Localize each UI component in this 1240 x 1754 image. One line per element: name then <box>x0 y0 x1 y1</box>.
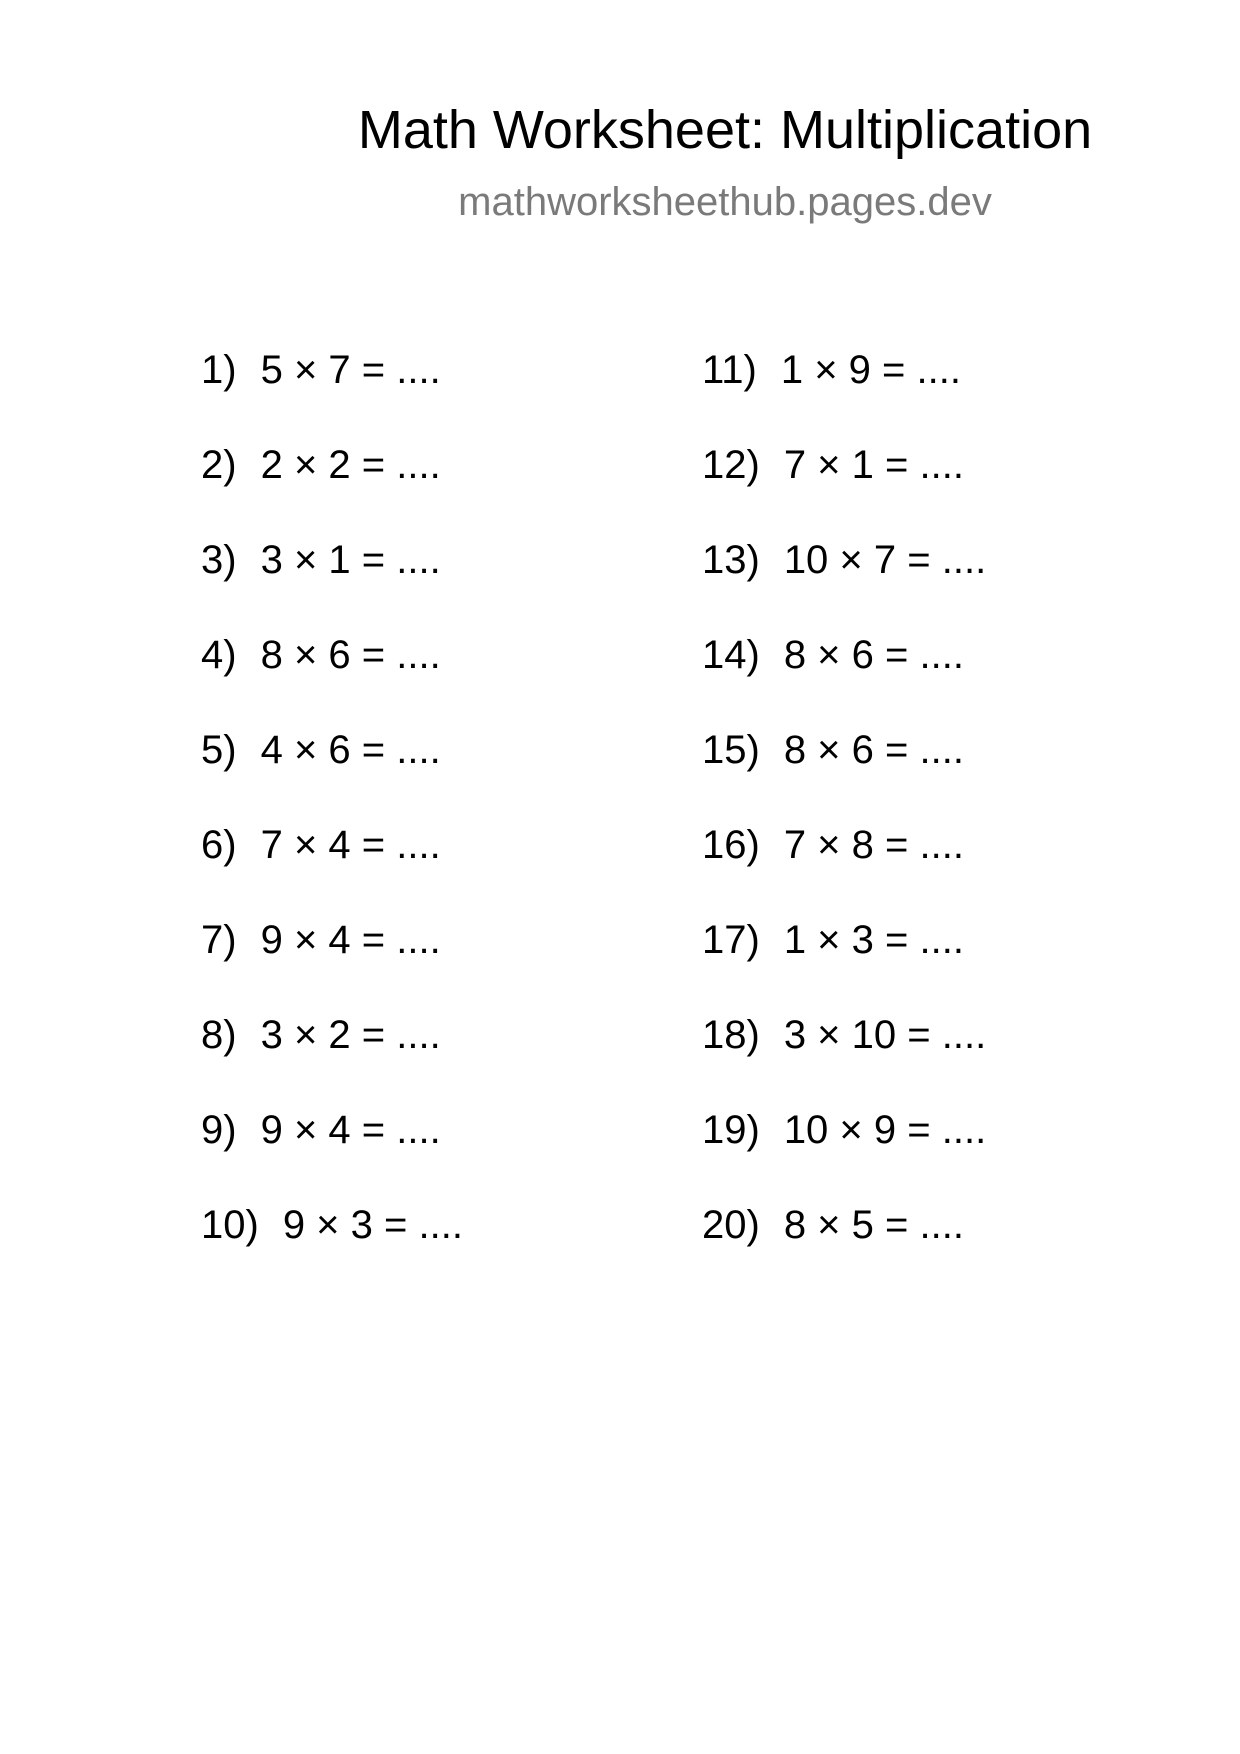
problem-expression: 9 × 4 = .... <box>260 1108 441 1152</box>
problem-number: 1) <box>201 348 237 392</box>
problem-number: 3) <box>201 538 237 582</box>
problem-number: 15) <box>702 728 760 772</box>
problem-item <box>201 916 463 1011</box>
problem-item <box>702 346 986 441</box>
problem-expression: 1 × 9 = .... <box>780 348 961 392</box>
problem-expression: 9 × 3 = .... <box>282 1203 463 1247</box>
problem-item <box>201 726 463 821</box>
problem-expression: 8 × 6 = .... <box>783 728 964 772</box>
problem-number: 7) <box>201 918 237 962</box>
problem-expression: 7 × 1 = .... <box>783 443 964 487</box>
problem-expression: 8 × 6 = .... <box>783 633 964 677</box>
problems-column-left <box>201 346 463 1296</box>
problem-item <box>702 536 986 631</box>
problem-item <box>201 441 463 536</box>
problem-number: 16) <box>702 823 760 867</box>
problem-item <box>201 346 463 441</box>
problem-item <box>201 1106 463 1201</box>
problem-number: 11) <box>702 348 757 392</box>
problem-number: 10) <box>201 1203 259 1247</box>
problem-expression: 3 × 1 = .... <box>260 538 441 582</box>
problem-item <box>702 631 986 726</box>
problem-number: 5) <box>201 728 237 772</box>
problem-expression: 3 × 2 = .... <box>260 1013 441 1057</box>
problem-expression: 8 × 5 = .... <box>783 1203 964 1247</box>
problem-item <box>201 821 463 916</box>
problem-number: 8) <box>201 1013 237 1057</box>
problem-expression: 2 × 2 = .... <box>260 443 441 487</box>
page-title: Math Worksheet: Multiplication <box>357 100 1093 160</box>
problem-item <box>702 1201 986 1296</box>
problem-expression: 7 × 8 = .... <box>783 823 964 867</box>
problem-item <box>702 821 986 916</box>
problem-number: 4) <box>201 633 237 677</box>
problem-expression: 1 × 3 = .... <box>783 918 964 962</box>
problem-item <box>201 1201 463 1296</box>
problem-number: 17) <box>702 918 760 962</box>
problem-item <box>201 1011 463 1106</box>
problem-number: 19) <box>702 1108 760 1152</box>
problem-item <box>201 631 463 726</box>
problem-item <box>702 916 986 1011</box>
problem-item <box>702 441 986 536</box>
problem-number: 6) <box>201 823 237 867</box>
problem-number: 9) <box>201 1108 237 1152</box>
problem-expression: 4 × 6 = .... <box>260 728 441 772</box>
problem-number: 20) <box>702 1203 760 1247</box>
problem-expression: 10 × 9 = .... <box>783 1108 987 1152</box>
problem-number: 13) <box>702 538 760 582</box>
problem-item <box>201 536 463 631</box>
page-subtitle: mathworksheethub.pages.dev <box>458 180 992 224</box>
problem-expression: 7 × 4 = .... <box>260 823 441 867</box>
problem-item <box>702 726 986 821</box>
problem-number: 14) <box>702 633 760 677</box>
problem-number: 12) <box>702 443 760 487</box>
problem-number: 18) <box>702 1013 760 1057</box>
problem-item <box>702 1011 986 1106</box>
problem-expression: 5 × 7 = .... <box>260 348 441 392</box>
problem-expression: 3 × 10 = .... <box>783 1013 987 1057</box>
problem-expression: 10 × 7 = .... <box>783 538 987 582</box>
problem-number: 2) <box>201 443 237 487</box>
problem-item <box>702 1106 986 1201</box>
problem-expression: 9 × 4 = .... <box>260 918 441 962</box>
problems-column-right <box>702 346 986 1296</box>
problem-expression: 8 × 6 = .... <box>260 633 441 677</box>
